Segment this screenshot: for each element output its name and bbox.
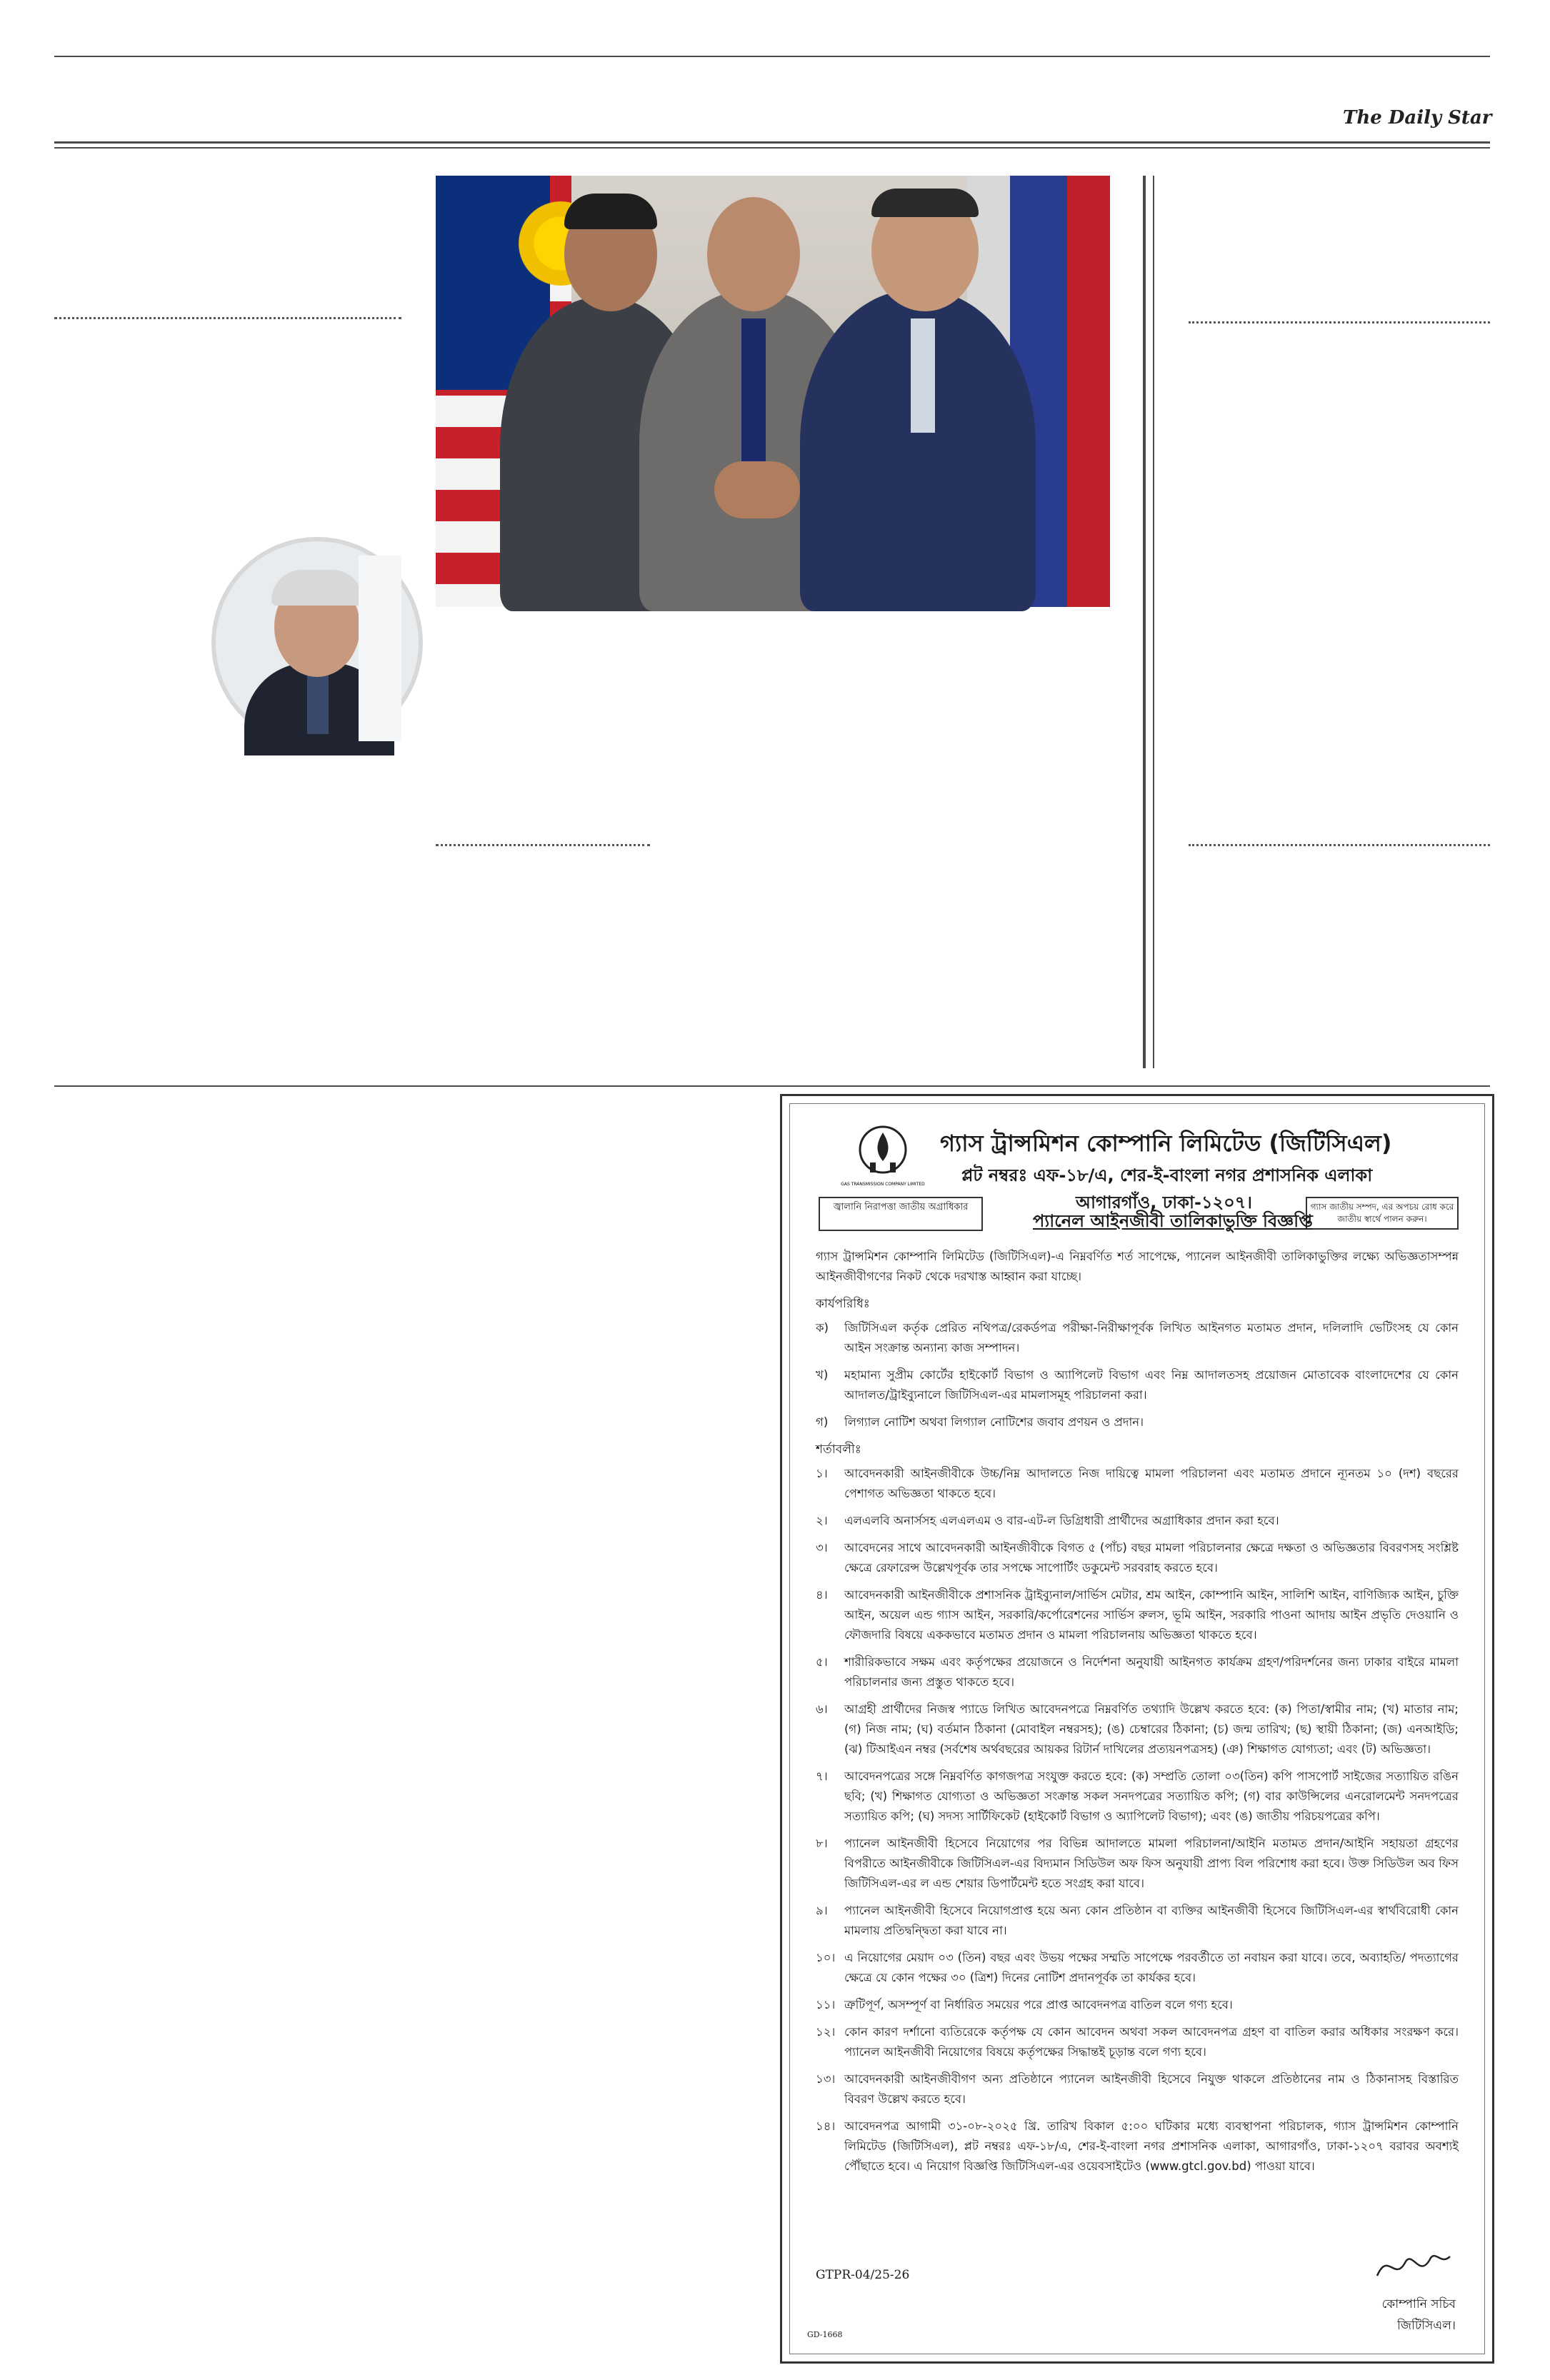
vertical-column-rule [1143,176,1146,1068]
terms-number: ১০। [816,1951,836,1964]
terms-item [816,1995,1459,2015]
address-line-2: আগারগাঁও, ঢাকা-১২০৭। [1076,1192,1252,1212]
section-rule [54,1085,1490,1087]
notice-title: প্যানেল আইনজীবী তালিকাভুক্তি বিজ্ঞপ্তি [1033,1211,1313,1231]
terms-text: কোন কারণ দর্শানো ব্যতিরেকে কর্তৃপক্ষ যে কোন আবেদন অথবা সকল আবেদনপত্র গ্রহণ বা বাতিল করার অধিকার সংরক্ষণ করে। প্যানেল আইনজীবী নিয়োগের বিষয়ে কর্তৃপক্ষের সিদ্ধান্তই চূড়ান্ত বলে গণ্য হবে। [844,2025,1459,2059]
terms-item [816,1511,1459,1531]
terms-item [816,1767,1459,1827]
terms-text: আবেদনকারী আইনজীবীকে প্রশাসনিক ট্রাইব্যুনাল/সার্ভিস মেটার, শ্রম আইন, কোম্পানি আইন, সালিশি আইন, বাণিজ্যিক আইন, চুক্তি আইন, অয়েল এন্ড গ্যাস আইন, সরকারি/কর্পোরেশনের সার্ভিস রুলস, ভূমি আইন, সরকারি পাওনা আদায় আইন প্রভৃতি দেওয়ানি ও ফৌজদারি বিষয়ে এককভাবে মতামত প্রদান ও মামলা পরিচালনায় অভিজ্ঞতা থাকতে হবে। [844,1588,1459,1642]
terms-text: প্যানেল আইনজীবী হিসেবে নিয়োগের পর বিভিন্ন আদালতে মামলা পরিচালনা/আইনি মতামত প্রদান/আইনি সহায়তা গ্রহণের বিপরীতে আইনজীবীকে জিটিসিএল-এর বিদ্যমান সিডিউল অফ ফিস অনুযায়ী প্রাপ্য বিল পরিশোধ করা হবে। উক্ত সিডিউল অব ফিস জিটিসিএল-এর ল এন্ড শেয়ার ডিপার্টমেন্ট হতে সংগ্রহ করা যাবে। [844,1837,1459,1890]
terms-item [816,1699,1459,1759]
terms-number: ১৩। [816,2072,836,2086]
right-column-divider-top [1189,321,1490,323]
center-column-divider [436,844,650,846]
terms-heading: শর্তাবলীঃ [816,1442,861,1457]
scope-number: ক) [816,1321,829,1335]
terms-text: আবেদনকারী আইনজীবীকে উচ্চ/নিম্ন আদালতে নিজ দায়িত্বে মামলা পরিচালনা এবং মতামত প্রদানে ন্যূনতম ১০ (দশ) বছরের পেশাগত অভিজ্ঞতা থাকতে হবে। [844,1467,1459,1500]
terms-item [816,1834,1459,1894]
terms-number: ১। [816,1467,828,1480]
right-column-divider-bottom [1189,844,1490,846]
notice-intro: গ্যাস ট্রান্সমিশন কোম্পানি লিমিটেড (জিটিসিএল)-এ নিম্নবর্ণিত শর্ত সাপেক্ষে, প্যানেল আইনজীবী তালিকাভুক্তির লক্ষ্যে অভিজ্ঞতাসম্পন্ন আইনজীবীগণের নিকট থেকে দরখাস্ত আহ্বান করা যাচ্ছে। [816,1250,1459,1283]
clasped-hands [714,461,800,518]
scope-list [816,1318,1459,1432]
leaders-handshake-photo [436,176,1110,607]
gd-number: GD-1668 [807,2330,843,2339]
gtcl-notice-advertisement [780,1094,1494,2364]
slogan-box-left: জ্বালানি নিরাপত্তা জাতীয় অগ্রাধিকার [819,1197,983,1231]
terms-number: ১৪। [816,2119,836,2133]
terms-item [816,1464,1459,1504]
terms-text: ত্রুটিপূর্ণ, অসম্পূর্ণ বা নির্ধারিত সময়ের পরে প্রাপ্ত আবেদনপত্র বাতিল বলে গণ্য হবে। [844,1998,1233,2012]
signatory-org: জিটিসিএল। [1397,2319,1456,2333]
scope-item [816,1318,1459,1358]
terms-text: শারীরিকভাবে সক্ষম এবং কর্তৃপক্ষের প্রয়োজনে ও নির্দেশনা অনুযায়ী আইনগত কার্যক্রম গ্রহণ/পরিদর্শনের জন্য ঢাকার বাইরে মামলা পরিচালনার জন্য প্রস্তুত থাকতে হবে। [844,1655,1459,1689]
scope-text: মহামান্য সুপ্রীম কোর্টের হাইকোর্ট বিভাগ ও অ্যাপিলেট বিভাগ এবং নিম্ন আদালতসহ প্রয়োজন মোতাবেক বাংলাদেশের যে কোন আদালত/ট্রাইব্যুনালে জিটিসিএল-এর মামলাসমূহ পরিচালনা করা। [844,1368,1459,1402]
terms-number: ৭। [816,1769,828,1783]
terms-text: এলএলবি অনার্সসহ এলএলএম ও বার-এট-ল ডিগ্রিধারী প্রার্থীদের অগ্রাধিকার প্রদান করা হবে। [844,1514,1279,1527]
notice-body [816,1247,1459,2184]
signatory-title: কোম্পানি সচিব [1381,2297,1456,2311]
terms-text: আবেদনের সাথে আবেদনকারী আইনজীবীকে বিগত ৫ (পাঁচ) বছর মামলা পরিচালনার ক্ষেত্রে দক্ষতা ও অভিজ্ঞতার বিবরণসহ সংশ্লিষ্ট ক্ষেত্রে রেফারেন্স উল্লেখপূর্বক তার সপক্ষে সাপোর্টিং ডকুমেন্ট সরবরাহ করতে হবে। [844,1541,1459,1575]
signature-block [1370,2244,1456,2336]
signature-graphic [1370,2244,1456,2286]
svg-text:GAS TRANSMISSION COMPANY LIMIT: GAS TRANSMISSION COMPANY LIMITED [841,1182,925,1187]
terms-item [816,2069,1459,2109]
terms-number: ৪। [816,1588,828,1602]
left-column-divider [54,317,401,319]
terms-text: আগ্রহী প্রার্থীদের নিজস্ব প্যাডে লিখিত আবেদনপত্রে নিম্নবর্ণিত তথ্যাদি উল্লেখ করতে হবে: (ক) পিতা/স্বামীর নাম; (খ) মাতার নাম; (গ) নিজ নাম; (ঘ) বর্তমান ঠিকানা (মোবাইল নম্বরসহ); (ঙ) চেম্বারের ঠিকানা; (চ) জন্ম তারিখ; (ছ) স্থায়ী ঠিকানা; (জ) এনআইডি; (ঝ) টিআইএন নম্বর (সর্বশেষ অর্থবছরের আয়কর রিটার্ন দাখিলের প্রত্যয়নপত্রসহ) (ঞ) শিক্ষাগত যোগ্যতা; এবং (ট) অভিজ্ঞতা। [844,1702,1459,1756]
inset-portrait [211,537,423,748]
terms-number: ৩। [816,1541,828,1555]
scope-number: খ) [816,1368,829,1382]
terms-item [816,1948,1459,1988]
terms-text: এ নিয়োগের মেয়াদ ০৩ (তিন) বছর এবং উভয় পক্ষের সম্মতি সাপেক্ষে পরবর্তীতে তা নবায়ন করা যাবে। তবে, অব্যাহতি/ পদত্যাগের ক্ষেত্রে যে কোন পক্ষের ৩০ (ত্রিশ) দিনের নোটিশ প্রদানপূর্বক তা কার্যকর হবে। [844,1951,1459,1984]
terms-item [816,1585,1459,1645]
terms-number: ৮। [816,1837,828,1850]
terms-text: আবেদনপত্রের সঙ্গে নিম্নবর্ণিত কাগজপত্র সংযুক্ত করতে হবে: (ক) সম্প্রতি তোলা ০৩(তিন) কপি পাসপোর্ট সাইজের সত্যায়িত রঙিন ছবি; (খ) শিক্ষাগত যোগ্যতা ও অভিজ্ঞতা সংক্রান্ত সকল সনদপত্রের সত্যায়িত কপি; (গ) বার কাউন্সিলের এনরোলমেন্ট সনদপত্রের সত্যায়িত কপি; (ঘ) সদস্য সার্টিফিকেট (হাইকোর্ট বিভাগ ও অ্যাপিলেট বিভাগ); এবং (ঙ) জাতীয় পরিচয়পত্রের কপি। [844,1769,1459,1823]
top-rule [54,56,1490,57]
masthead: The Daily Star [1343,107,1492,129]
terms-number: ৬। [816,1702,828,1716]
terms-item [816,2022,1459,2062]
scope-item [816,1365,1459,1405]
terms-number: ১১। [816,1998,836,2012]
scope-heading: কার্যপরিধিঃ [816,1297,870,1311]
vertical-column-rule-thin [1153,176,1154,1068]
header-double-rule-2 [54,147,1490,149]
reference-number: GTPR-04/25-26 [816,2268,910,2282]
terms-item [816,1538,1459,1578]
terms-item [816,1652,1459,1692]
terms-text: আবেদনকারী আইনজীবীগণ অন্য প্রতিষ্ঠানে প্যানেল আইনজীবী হিসেবে নিযুক্ত থাকলে প্রতিষ্ঠানের নাম ও ঠিকানাসহ বিস্তারিত বিবরণ উল্লেখ করতে হবে। [844,2072,1459,2106]
terms-text: প্যানেল আইনজীবী হিসেবে নিয়োগপ্রাপ্ত হয়ে অন্য কোন প্রতিষ্ঠান বা ব্যক্তির আইনজীবী হিসেবে জিটিসিএল-এর স্বার্থবিরোধী কোন মামলায় প্রতিদ্বন্দ্বিতা করা যাবে না। [844,1904,1459,1937]
terms-number: ২। [816,1514,828,1527]
terms-number: ১২। [816,2025,836,2039]
scope-number: গ) [816,1415,829,1429]
terms-item [816,1901,1459,1941]
scope-item [816,1412,1459,1432]
terms-list [816,1464,1459,2176]
terms-number: ৫। [816,1655,828,1669]
gtcl-logo-icon [841,1124,925,1195]
terms-item [816,2117,1459,2176]
slogan-box-right: গ্যাস জাতীয় সম্পদ, এর অপচয় রোধ করে জাতীয় স্বার্থে পালন করুন। [1306,1197,1459,1230]
address-line-1: প্লট নম্বরঃ এফ-১৮/এ, শের-ই-বাংলা নগর প্রশাসনিক এলাকা [961,1165,1373,1185]
scope-text: লিগ্যাল নোটিশ অথবা লিগ্যাল নোটিশের জবাব প্রণয়ন ও প্রদান। [844,1415,1144,1429]
scope-text: জিটিসিএল কর্তৃক প্রেরিত নথিপত্র/রেকর্ডপত্র পরীক্ষা-নিরীক্ষাপূর্বক লিখিত আইনগত মতামত প্রদান, দলিলাদি ভেটিংসহ যে কোন আইন সংক্রান্ত অন্যান্য কাজ সম্পাদন। [844,1321,1459,1355]
company-name: গ্যাস ট্রান্সমিশন কোম্পানি লিমিটেড (জিটিসিএল) [940,1130,1392,1157]
header-double-rule-1 [54,141,1490,144]
terms-number: ৯। [816,1904,828,1917]
terms-text: আবেদনপত্র আগামী ৩১-০৮-২০২৫ খ্রি. তারিখ বিকাল ৫:০০ ঘটিকার মধ্যে ব্যবস্থাপনা পরিচালক, গ্যাস ট্রান্সমিশন কোম্পানি লিমিটেড (জিটিসিএল), প্লট নম্বরঃ এফ-১৮/এ, শের-ই-বাংলা নগর প্রশাসনিক এলাকা, আগারগাঁও, ঢাকা-১২০৭ বরাবর অবশ্যই পৌঁছাতে হবে। এ নিয়োগ বিজ্ঞপ্তি জিটিসিএল-এর ওয়েবসাইটেও (www.gtcl.gov.bd) পাওয়া যাবে। [844,2119,1459,2173]
